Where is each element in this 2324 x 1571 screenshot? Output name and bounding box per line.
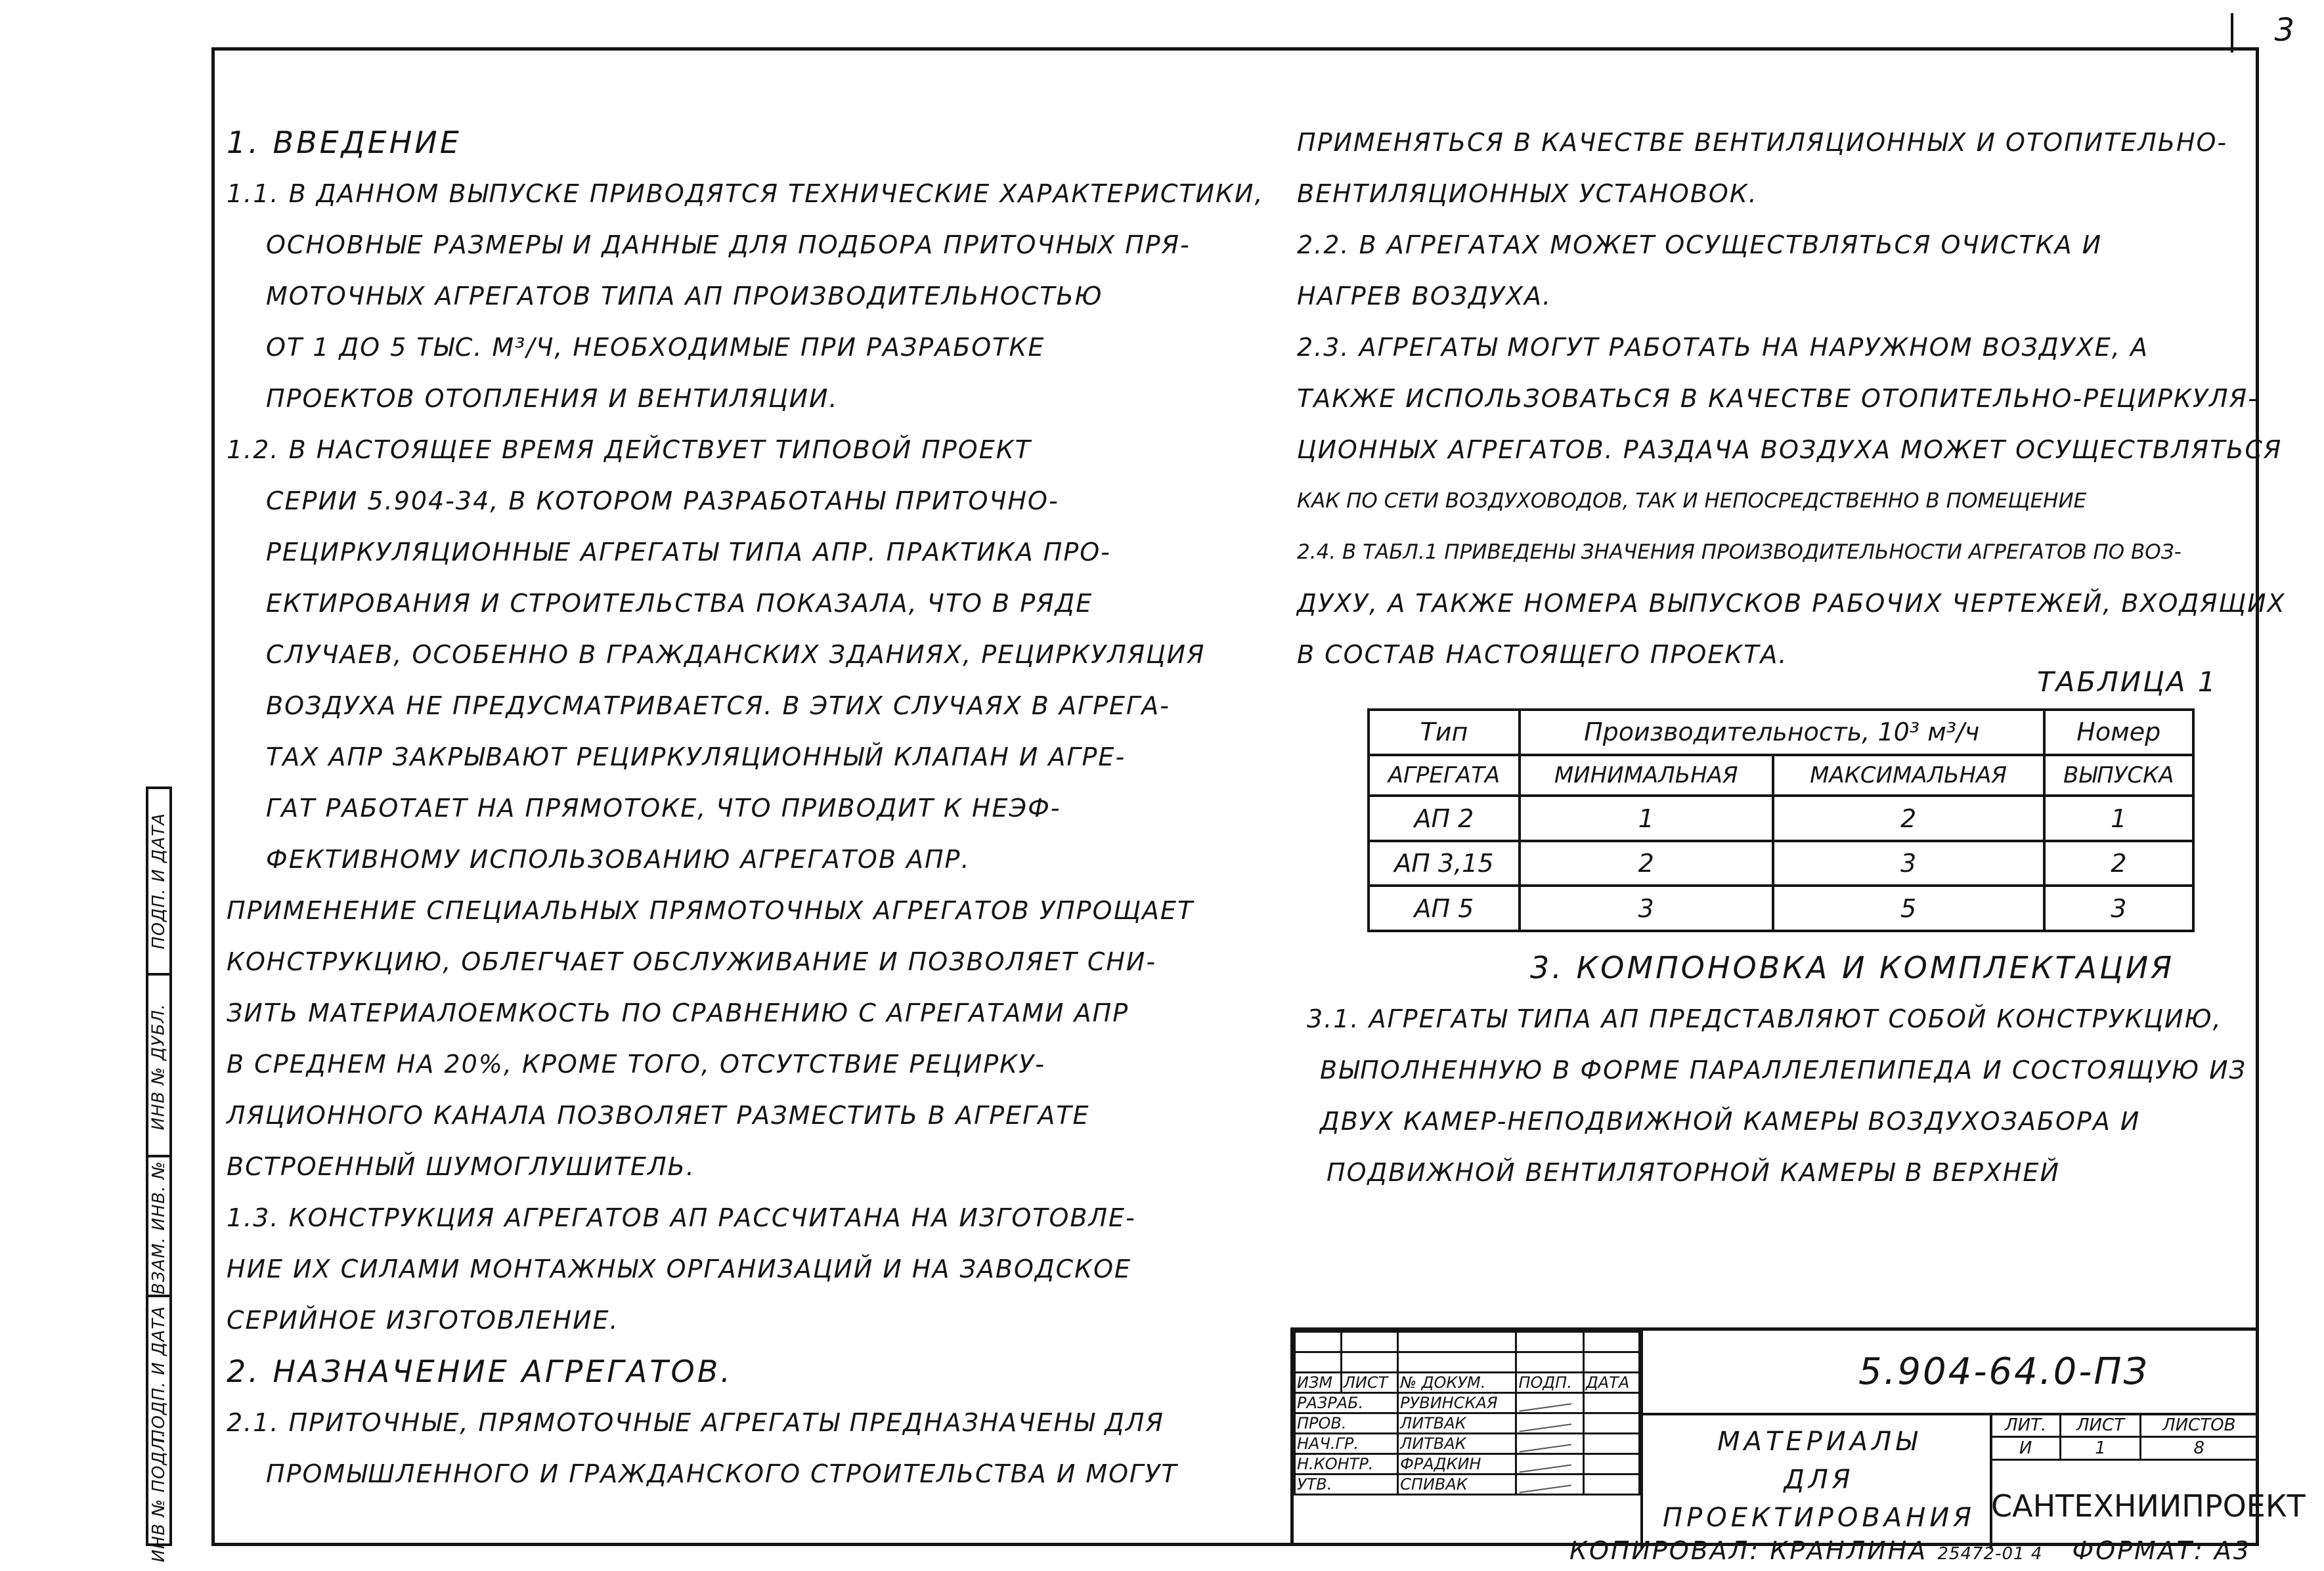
text-line: МОТОЧНЫХ АГРЕГАТОВ ТИПА АП ПРОИЗВОДИТЕЛЬНОСТЬЮ [266,282,1103,311]
order-number: 25472-01 4 [1937,1544,2043,1564]
stamp-divider [1640,1331,1643,1549]
header-cell: ПОДП. [1516,1373,1584,1393]
role-cell: УТВ. [1295,1474,1398,1495]
signature-row [1295,1393,1640,1413]
side-cell [148,1155,169,1297]
signature-cell [1516,1434,1584,1454]
title-line: МАТЕРИАЛЫ [1717,1427,1921,1457]
page-marker: 3 [2274,12,2294,49]
signature-cell [1516,1413,1584,1434]
name-cell: ФРАДКИН [1398,1454,1516,1474]
lit-value: И [1991,1437,2061,1460]
text-line: ПРОЕКТОВ ОТОПЛЕНИЯ И ВЕНТИЛЯЦИИ. [266,384,839,413]
cell-number: 2 [2044,841,2193,886]
signature-header-row [1295,1373,1640,1393]
text-line: 2.3. АГРЕГАТЫ МОГУТ РАБОТАТЬ НА НАРУЖНОМ ВОЗДУХЕ, А [1297,333,2149,362]
text-line: КОНСТРУКЦИЮ, ОБЛЕГЧАЕТ ОБСЛУЖИВАНИЕ И ПОЗВОЛЯЕТ СНИ- [227,947,1157,976]
side-cell-label: ИНВ № ДУБЛ. [149,1002,169,1130]
cell-max: 5 [1773,886,2044,931]
table-1-caption: ТАБЛИЦА 1 [2037,666,2218,698]
header-cell: № ДОКУМ. [1398,1373,1516,1393]
signature-cell [1516,1393,1584,1413]
text-line: КАК ПО СЕТИ ВОЗДУХОВОДОВ, ТАК И НЕПОСРЕДСТВЕННО В ПОМЕЩЕНИЕ [1297,489,2087,513]
signature-row [1295,1454,1640,1474]
text-line: 3.1. АГРЕГАТЫ ТИПА АП ПРЕДСТАВЛЯЮТ СОБОЙ КОНСТРУКЦИЮ, [1307,1004,2222,1033]
table-head-number-2: ВЫПУСКА [2044,755,2193,796]
signature-row [1295,1474,1640,1495]
header-cell: ИЗМ [1295,1373,1342,1393]
text-line: ТАКЖЕ ИСПОЛЬЗОВАТЬСЯ В КАЧЕСТВЕ ОТОПИТЕЛЬНО-РЕЦИРКУЛЯ- [1297,384,2258,413]
table-head-number [2044,710,2193,755]
section-1-heading: 1. ВВЕДЕНИЕ [227,125,462,160]
name-cell: ЛИТВАК [1398,1413,1516,1434]
cell-max: 2 [1773,796,2044,841]
text-line: 2.4. В ТАБЛ.1 ПРИВЕДЕНЫ ЗНАЧЕНИЯ ПРОИЗВОДИТЕЛЬНОСТИ АГРЕГАТОВ ПО ВОЗ- [1297,540,2181,564]
text-line: ГАТ РАБОТАЕТ НА ПРЯМОТОКЕ, ЧТО ПРИВОДИТ К НЕЭФ- [266,794,1061,823]
right-column [1297,117,2286,680]
cell-min: 1 [1520,796,1773,841]
sheet-label: ЛИСТ [2061,1414,2140,1437]
left-column [227,117,1264,1499]
header-cell: ЛИСТ [1341,1373,1397,1393]
text-line: В СОСТАВ НАСТОЯЩЕГО ПРОЕКТА. [1297,640,1788,669]
lit-label: ЛИТ. [1991,1414,2061,1437]
text-line: ПРИМЕНЯТЬСЯ В КАЧЕСТВЕ ВЕНТИЛЯЦИОННЫХ И ОТОПИТЕЛЬНО- [1297,128,2228,157]
text-line: В СРЕДНЕМ НА 20%, КРОМЕ ТОГО, ОТСУТСТВИЕ РЕЦИРКУ- [227,1050,1046,1079]
section-3 [1307,942,2247,1198]
text-line: 1.3. КОНСТРУКЦИЯ АГРЕГАТОВ АП РАССЧИТАНА НА ИЗГОТОВЛЕ- [227,1203,1136,1232]
text-line: 1.2. В НАСТОЯЩЕЕ ВРЕМЯ ДЕЙСТВУЕТ ТИПОВОЙ ПРОЕКТ [227,435,1032,464]
title-block-grid [1294,1331,1640,1546]
cell-type: АП 2 [1369,796,1520,841]
text-line: НИЕ ИХ СИЛАМИ МОНТАЖНЫХ ОРГАНИЗАЦИЙ И НА ЗАВОДСКОЕ [227,1255,1132,1283]
table-head-max: МАКСИМАЛЬНАЯ [1773,755,2044,796]
text-line: СЕРИЙНОЕ ИЗГОТОВЛЕНИЕ. [227,1306,619,1335]
table-row [1369,841,2193,886]
text-line: НАГРЕВ ВОЗДУХА. [1297,282,1552,311]
footer [1569,1536,2251,1565]
side-cell-label: ИНВ № ПОДЛ. [149,1431,169,1562]
text-line: ДВУХ КАМЕР-НЕПОДВИЖНОЙ КАМЕРЫ ВОЗДУХОЗАБОРА И [1320,1107,2141,1136]
cell-type: АП 5 [1369,886,1520,931]
text-line: ЗИТЬ МАТЕРИАЛОЕМКОСТЬ ПО СРАВНЕНИЮ С АГРЕГАТАМИ АПР [227,999,1129,1027]
text-line: 1.1. В ДАННОМ ВЫПУСКЕ ПРИВОДЯТСЯ ТЕХНИЧЕСКИЕ ХАРАКТЕРИСТИКИ, [227,179,1264,208]
section-2-heading: 2. НАЗНАЧЕНИЕ АГРЕГАТОВ. [227,1354,733,1389]
signature-mark [1518,1412,1571,1432]
side-cell [148,789,169,973]
role-cell: ПРОВ. [1295,1413,1398,1434]
title-line: ДЛЯ [1784,1465,1854,1495]
text-line: ПРИМЕНЕНИЕ СПЕЦИАЛЬНЫХ ПРЯМОТОЧНЫХ АГРЕГАТОВ УПРОЩАЕТ [227,896,1195,925]
sheet-info-table [1990,1413,2259,1461]
copied-by: КОПИРОВАЛ: КРАНЛИНА [1569,1536,1928,1565]
table-head-min: МИНИМАЛЬНАЯ [1520,755,1773,796]
cell-number: 1 [2044,796,2193,841]
signature-cell [1516,1474,1584,1495]
table-head-type [1369,710,1520,755]
signature-mark [1518,1392,1571,1412]
text-line: ЦИОННЫХ АГРЕГАТОВ. РАЗДАЧА ВОЗДУХА МОЖЕТ ОСУЩЕСТВЛЯТЬСЯ [1297,435,2283,464]
text-line: 2.2. В АГРЕГАТАХ МОЖЕТ ОСУЩЕСТВЛЯТЬСЯ ОЧИСТКА И [1297,230,2103,259]
cell-min: 3 [1520,886,1773,931]
role-cell: Н.КОНТР. [1295,1454,1398,1474]
text-line: СЛУЧАЕВ, ОСОБЕННО В ГРАЖДАНСКИХ ЗДАНИЯХ, РЕЦИРКУЛЯЦИЯ [266,640,1206,669]
side-cell-label: ВЗАМ. ИНВ. № [149,1160,169,1295]
text-line: СЕРИИ 5.904-34, В КОТОРОМ РАЗРАБОТАНЫ ПРИТОЧНО- [266,486,1059,515]
signature-mark [1518,1432,1571,1453]
text-line: ПОДВИЖНОЙ ВЕНТИЛЯТОРНОЙ КАМЕРЫ В ВЕРХНЕЙ [1326,1158,2060,1187]
text-line: РЕЦИРКУЛЯЦИОННЫЕ АГРЕГАТЫ ТИПА АПР. ПРАКТИКА ПРО- [266,538,1111,567]
side-cell [148,1295,169,1450]
document-title [1661,1423,1977,1537]
organization-name: САНТЕХНИИПРОЕКТ [1991,1488,2306,1524]
text-line: ПРОМЫШЛЕННОГО И ГРАЖДАНСКОГО СТРОИТЕЛЬСТВА И МОГУТ [266,1459,1178,1488]
name-cell: СПИВАК [1398,1474,1516,1495]
sheet-info [1990,1413,2259,1461]
cell-max: 3 [1773,841,2044,886]
name-cell: РУВИНСКАЯ [1398,1393,1516,1413]
name-cell: ЛИТВАК [1398,1434,1516,1454]
page-marker-line [2231,13,2233,53]
sheets-value: 8 [2140,1437,2258,1460]
table-head-type-label: Тип [1420,718,1468,747]
title-block [1290,1327,2306,1546]
signature-mark [1518,1473,1571,1494]
role-cell: РАЗРАБ. [1295,1393,1398,1413]
table-head-number-label: Номер [2076,718,2161,747]
table-head-type-2: АГРЕГАТА [1369,755,1520,796]
signature-cell [1516,1454,1584,1474]
signature-table [1294,1331,1640,1496]
text-line: ЕКТИРОВАНИЯ И СТРОИТЕЛЬСТВА ПОКАЗАЛА, ЧТО В РЯДЕ [266,589,1093,618]
side-stamp [146,786,172,1562]
side-cell-label: ПОДП. И ДАТА [149,1305,169,1442]
section-3-heading: 3. КОМПОНОВКА И КОМПЛЕКТАЦИЯ [1530,950,2175,985]
table-row [1369,796,2193,841]
side-cell-label: ПОДП. И ДАТА [149,813,169,949]
sheet-value: 1 [2061,1437,2140,1460]
text-line: ВОЗДУХА НЕ ПРЕДУСМАТРИВАЕТСЯ. В ЭТИХ СЛУЧАЯХ В АГРЕГА- [266,691,1170,720]
text-line: ВЕНТИЛЯЦИОННЫХ УСТАНОВОК. [1297,179,1758,208]
table-row [1369,886,2193,931]
role-cell: НАЧ.ГР. [1295,1434,1398,1454]
side-cell [148,1431,169,1562]
text-line: ТАХ АПР ЗАКРЫВАЮТ РЕЦИРКУЛЯЦИОННЫЙ КЛАПАН И АГРЕ- [266,742,1126,771]
text-line: 2.1. ПРИТОЧНЫЕ, ПРЯМОТОЧНЫЕ АГРЕГАТЫ ПРЕДНАЗНАЧЕНЫ ДЛЯ [227,1408,1164,1437]
text-line: ДУХУ, А ТАКЖЕ НОМЕРА ВЫПУСКОВ РАБОЧИХ ЧЕРТЕЖЕЙ, ВХОДЯЩИХ [1297,589,2286,618]
signature-row [1295,1413,1640,1434]
table-head-performance: Производительность, 10³ м³/ч [1520,710,2044,755]
table-1 [1367,708,2195,932]
signature-mark [1518,1453,1571,1473]
paper-format: ФОРМАТ: А3 [2072,1536,2252,1565]
text-line: ОСНОВНЫЕ РАЗМЕРЫ И ДАННЫЕ ДЛЯ ПОДБОРА ПРИТОЧНЫХ ПРЯ- [266,230,1191,259]
cell-type: АП 3,15 [1369,841,1520,886]
title-line: ПРОЕКТИРОВАНИЯ [1663,1503,1975,1533]
text-line: ВЫПОЛНЕННУЮ В ФОРМЕ ПАРАЛЛЕЛЕПИПЕДА И СОСТОЯЩУЮ ИЗ [1320,1056,2247,1085]
text-line: ЛЯЦИОННОГО КАНАЛА ПОЗВОЛЯЕТ РАЗМЕСТИТЬ В АГРЕГАТЕ [227,1101,1090,1130]
side-cell [148,973,169,1157]
text-line: ОТ 1 ДО 5 ТЫС. М³/Ч, НЕОБХОДИМЫЕ ПРИ РАЗРАБОТКЕ [266,333,1045,362]
cell-number: 3 [2044,886,2193,931]
sheets-label: ЛИСТОВ [2140,1414,2258,1437]
cell-min: 2 [1520,841,1773,886]
document-number: 5.904-64.0-ПЗ [1858,1350,2149,1393]
header-cell: ДАТА [1583,1373,1639,1393]
text-line: ФЕКТИВНОМУ ИСПОЛЬЗОВАНИЮ АГРЕГАТОВ АПР. [266,845,971,874]
text-line: ВСТРОЕННЫЙ ШУМОГЛУШИТЕЛЬ. [227,1152,695,1181]
signature-row [1295,1434,1640,1454]
